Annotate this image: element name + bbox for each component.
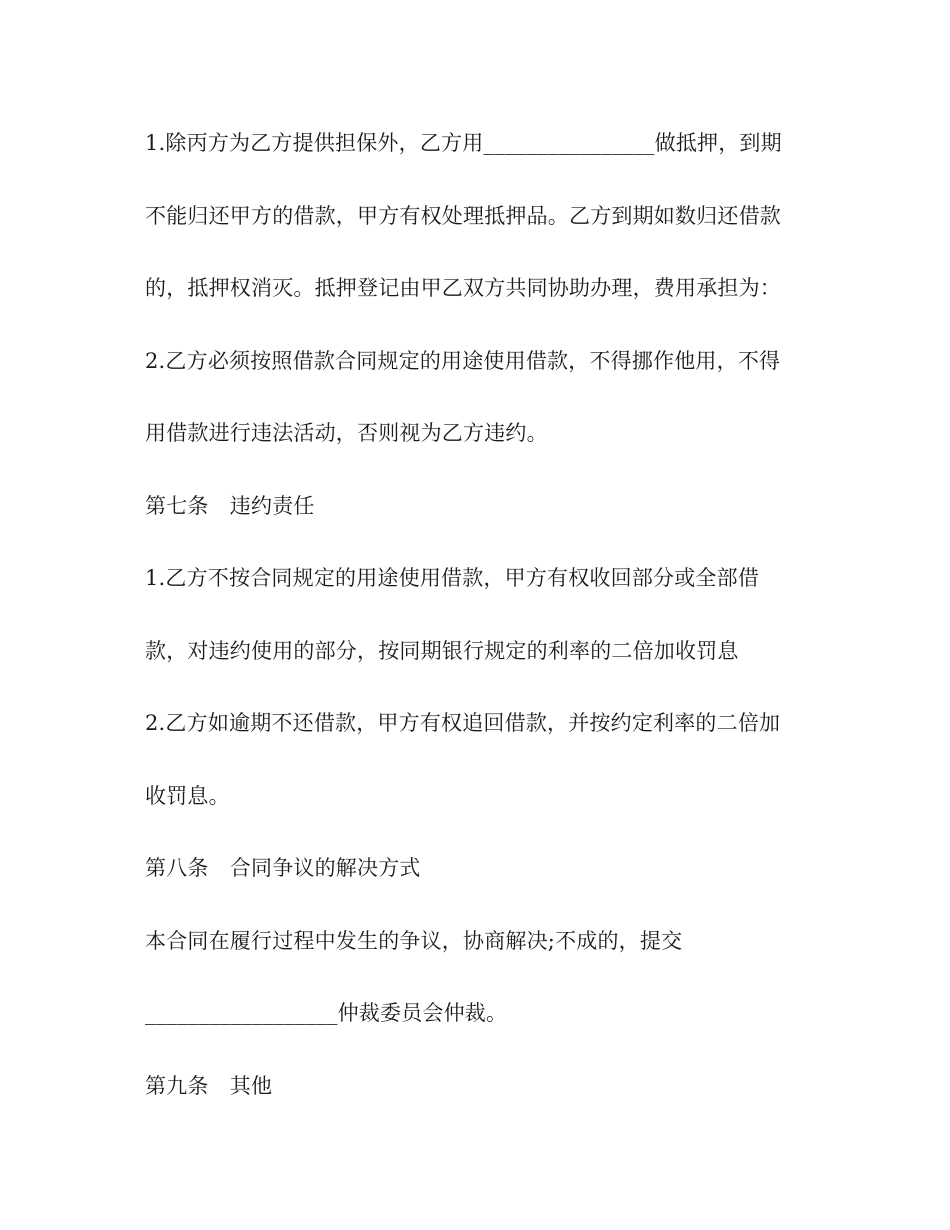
clause-6-item-2-line-2: 用借款进行违法活动，否则视为乙方违约。 xyxy=(145,421,548,445)
clause-7-item-1-line-1: 1.乙方不按合同规定的用途使用借款，甲方有权收回部分或全部借 xyxy=(145,566,760,590)
clause-7-item-2-line-2: 收罚息。 xyxy=(145,784,230,808)
clause-8-body-line-1: 本合同在履行过程中发生的争议，协商解决;不成的，提交 xyxy=(145,929,683,953)
clause-6-item-2-line-1: 2.乙方必须按照借款合同规定的用途使用借款，不得挪作他用，不得 xyxy=(145,349,781,373)
clause-9-heading: 第九条 其他 xyxy=(145,1074,273,1098)
clause-6-item-1-line-2: 不能归还甲方的借款，甲方有权处理抵押品。乙方到期如数归还借款 xyxy=(145,204,781,228)
clause-8-body-line-2: __________________仲裁委员会仲裁。 xyxy=(145,1001,508,1025)
clause-8-heading: 第八条 合同争议的解决方式 xyxy=(145,856,421,880)
clause-7-item-1-line-2: 款，对违约使用的部分，按同期银行规定的利率的二倍加收罚息 xyxy=(145,639,739,663)
clause-6-item-1-line-1: 1.除丙方为乙方提供担保外，乙方用________________做抵押，到期 xyxy=(145,131,782,155)
clause-7-heading: 第七条 违约责任 xyxy=(145,494,315,518)
clause-6-item-1-line-3: 的，抵押权消灭。抵押登记由甲乙双方共同协助办理，费用承担为： xyxy=(145,276,781,300)
clause-7-item-2-line-1: 2.乙方如逾期不还借款，甲方有权追回借款，并按约定利率的二倍加 xyxy=(145,711,781,735)
